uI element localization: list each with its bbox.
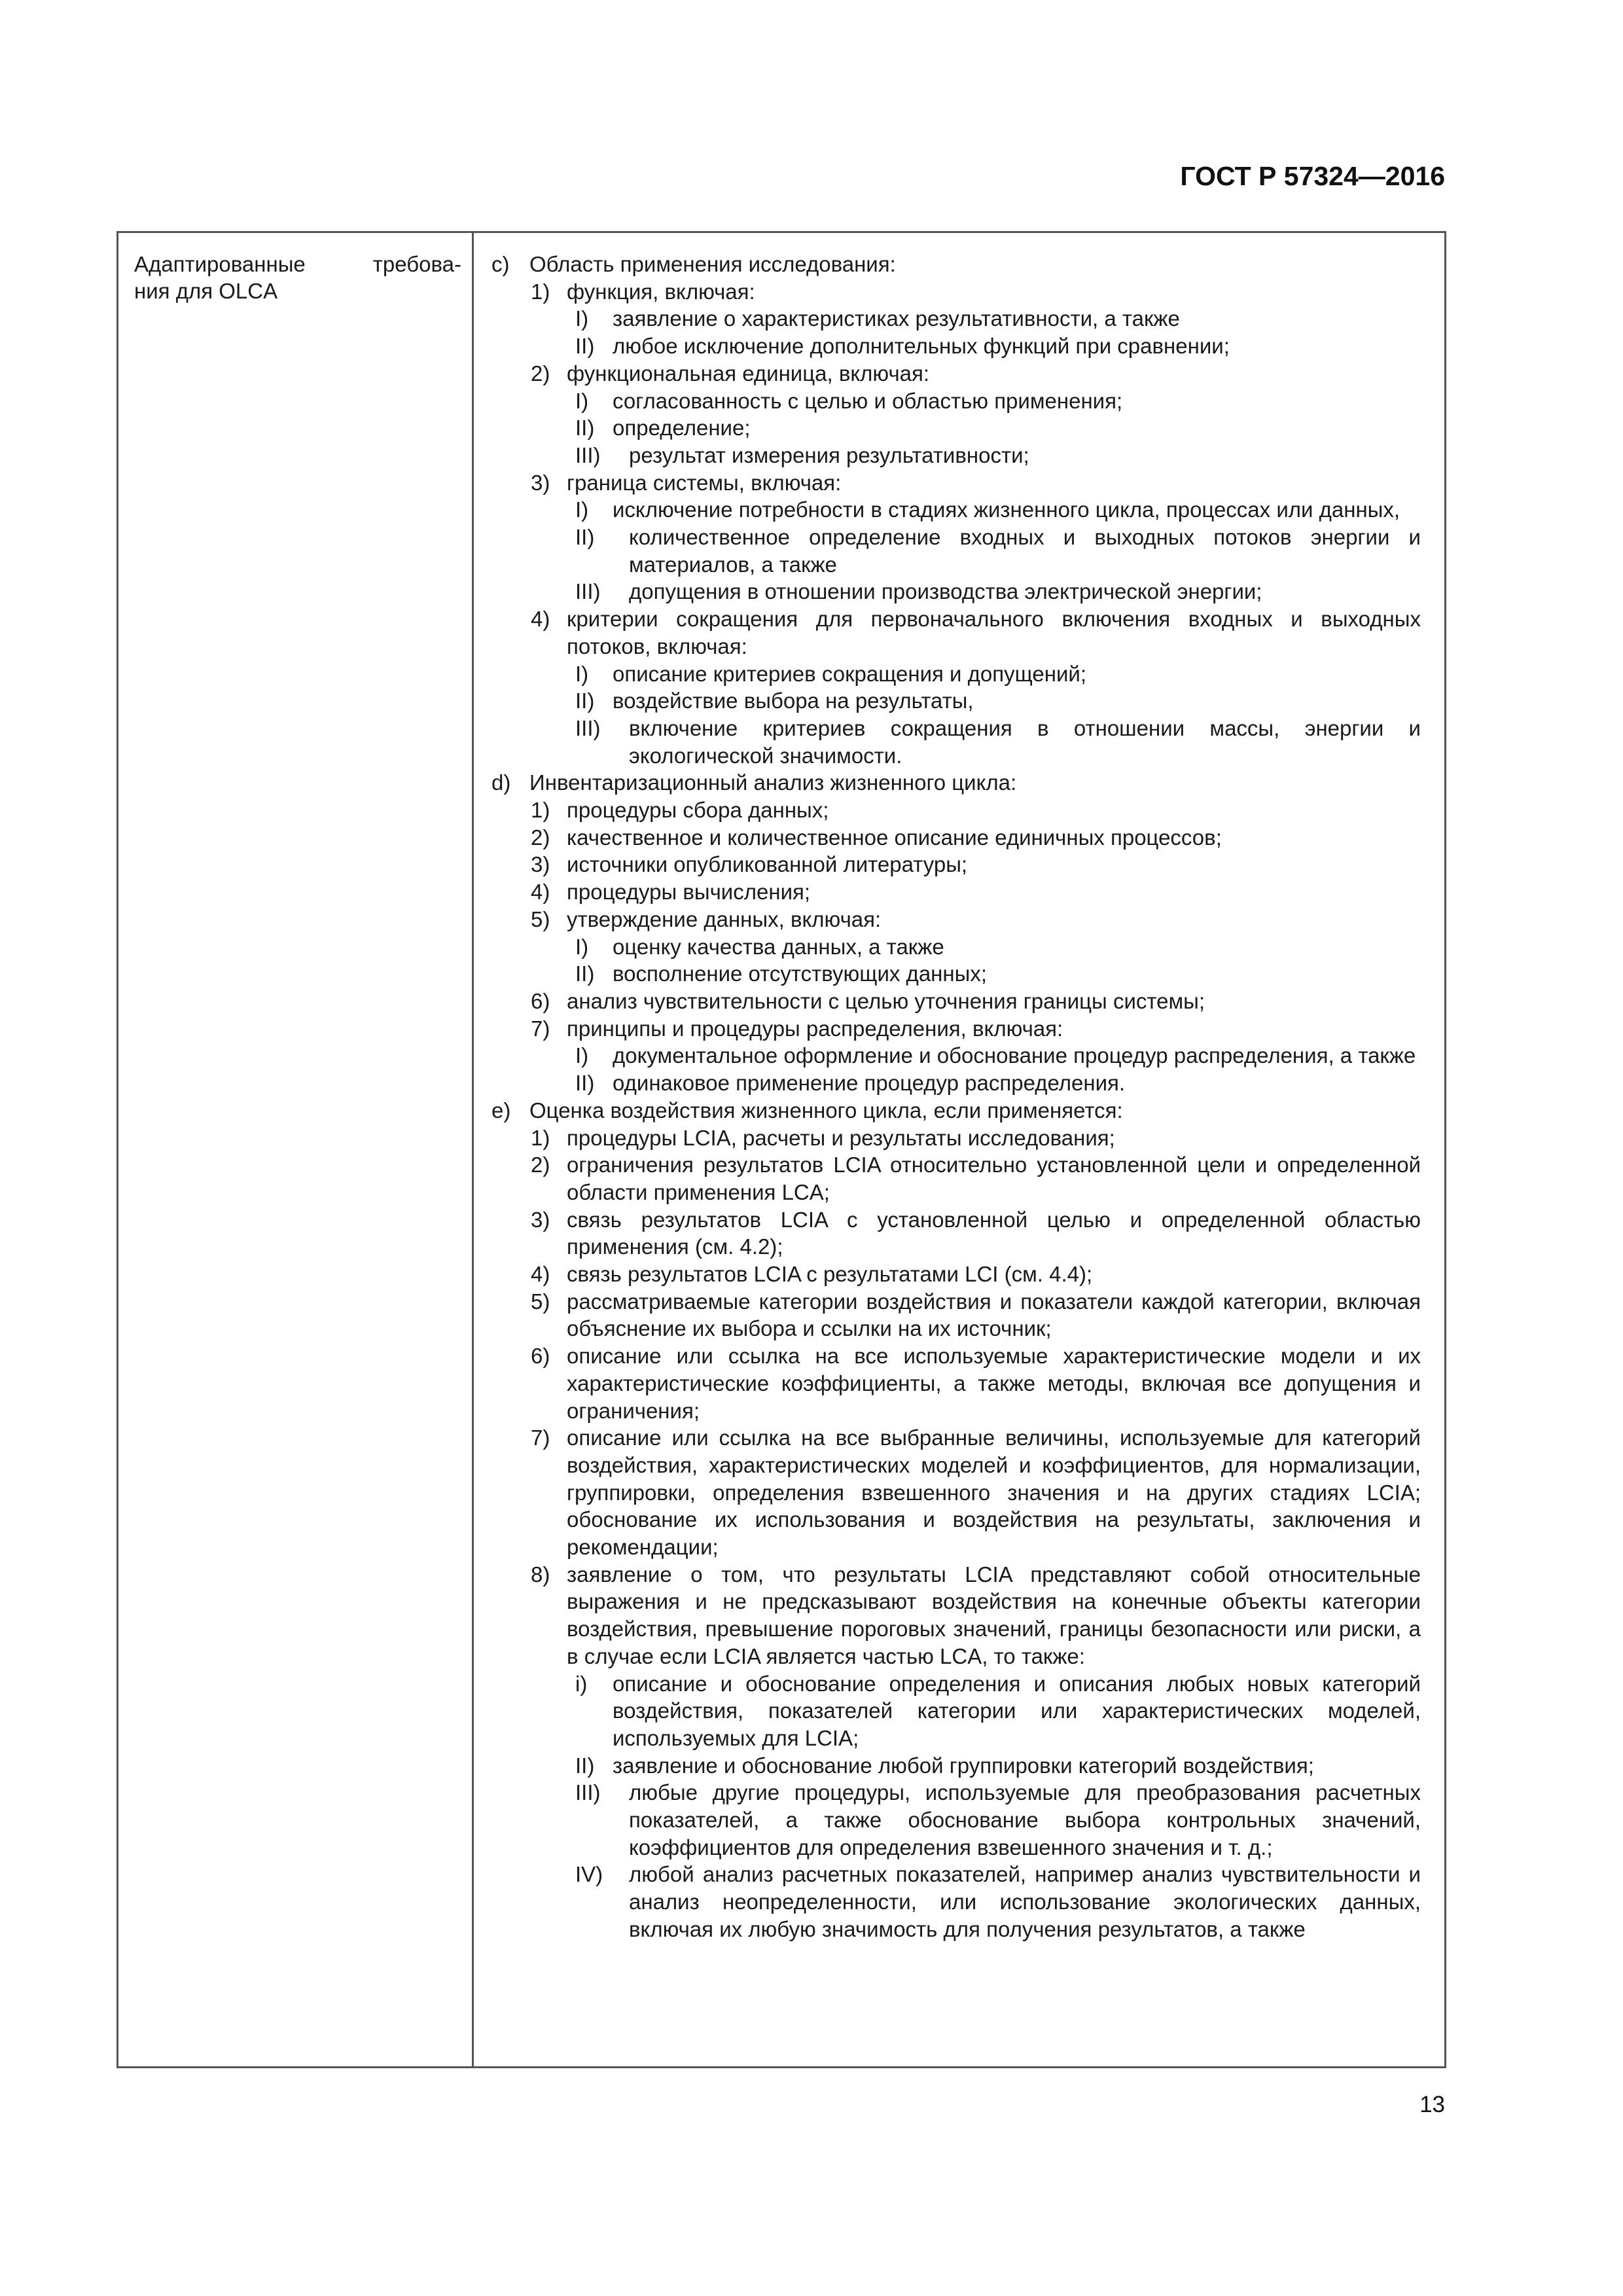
list-item-e-8-iii — [491, 1779, 1421, 1861]
list-item-text: Инвентаризационный анализ жизненного цикла: — [529, 770, 1017, 795]
list-item-text: заявление и обоснование любой группировки категорий воздействия; — [613, 1753, 1314, 1778]
list-item-d-7-ii — [491, 1069, 1421, 1097]
list-marker: 1) — [531, 279, 550, 304]
list-item-d-3 — [491, 851, 1421, 878]
list-marker: II) — [575, 1753, 595, 1778]
list-marker: III) — [575, 1780, 601, 1805]
list-item-d-7 — [491, 1015, 1421, 1043]
list-item-c-2-iii — [491, 442, 1421, 469]
list-item-c-1-ii — [491, 332, 1421, 360]
list-marker: 1) — [531, 1125, 550, 1150]
list-item-d-5 — [491, 906, 1421, 933]
list-item-c-3 — [491, 469, 1421, 497]
list-item-text: граница системы, включая: — [567, 470, 842, 495]
list-item-text: включение критериев сокращения в отношении массы, энергии и экологической значимости. — [629, 715, 1421, 768]
list-item-text: исключение потребности в стадиях жизненного цикла, процессах или данных, — [613, 497, 1400, 522]
list-item-text: критерии сокращения для первоначального включения входных и выходных потоков, включая: — [567, 607, 1421, 658]
list-marker: 3) — [531, 470, 550, 495]
list-marker: II) — [575, 1071, 595, 1096]
requirement-title-cell — [134, 251, 461, 304]
list-item-e-2 — [491, 1151, 1421, 1206]
list-marker: II) — [575, 416, 595, 440]
list-item-c-4-ii — [491, 687, 1421, 715]
list-marker: I) — [575, 661, 589, 686]
list-item-text: Область применения исследования: — [529, 252, 896, 276]
list-item-e-4 — [491, 1261, 1421, 1288]
list-item-text: ограничения результатов LCIA относительно установленной цели и определенной области применения LCA; — [567, 1153, 1421, 1204]
list-marker: III) — [575, 715, 601, 740]
list-marker: I) — [575, 934, 589, 959]
list-item-d-1 — [491, 797, 1421, 824]
list-item-c-2-i — [491, 387, 1421, 415]
list-item-c-3-iii — [491, 578, 1421, 605]
list-item-e-7 — [491, 1424, 1421, 1561]
list-marker: 4) — [531, 607, 550, 632]
list-marker: 5) — [531, 906, 550, 931]
document-header: ГОСТ Р 57324—2016 — [1180, 161, 1445, 191]
list-item-text: Оценка воздействия жизненного цикла, если применяется: — [529, 1098, 1123, 1122]
column-divider — [472, 233, 474, 2066]
list-item-text: процедуры вычисления; — [567, 880, 811, 905]
list-item-text: восполнение отсутствующих данных; — [613, 961, 988, 986]
list-marker: 4) — [531, 1262, 550, 1287]
list-item-e-8-ii — [491, 1752, 1421, 1780]
list-item-text: процедуры LCIA, расчеты и результаты исследования; — [567, 1125, 1115, 1150]
list-marker: 2) — [531, 361, 550, 386]
list-item-e-1 — [491, 1124, 1421, 1152]
list-marker: IV) — [575, 1862, 603, 1887]
list-item-text: принципы и процедуры распределения, включая: — [567, 1016, 1063, 1041]
list-item-text: согласованность с целью и областью применения; — [613, 388, 1123, 413]
list-item-text: определение; — [613, 416, 751, 440]
list-item-c-2-ii — [491, 414, 1421, 442]
requirement-content-cell — [491, 251, 1421, 1943]
list-item-text: воздействие выбора на результаты, — [613, 689, 974, 713]
list-item-d-6 — [491, 988, 1421, 1015]
list-item-e-8-iv — [491, 1861, 1421, 1943]
list-marker: I) — [575, 497, 589, 522]
list-item-c — [491, 251, 1421, 278]
list-marker: e) — [491, 1098, 511, 1122]
list-item-text: оценку качества данных, а также — [613, 934, 944, 959]
list-item-text: анализ чувствительности с целью уточнения границы системы; — [567, 988, 1205, 1013]
list-item-c-3-ii — [491, 524, 1421, 578]
list-item-c-1-i — [491, 305, 1421, 332]
requirement-title-line-1: Адаптированные требова- — [134, 252, 461, 276]
list-item-d-5-i — [491, 933, 1421, 961]
list-item-e — [491, 1097, 1421, 1124]
list-marker: 4) — [531, 880, 550, 905]
list-item-d-5-ii — [491, 960, 1421, 988]
list-item-text: описание критериев сокращения и допущений; — [613, 661, 1087, 686]
list-item-d-7-i — [491, 1042, 1421, 1069]
list-item-c-4-i — [491, 660, 1421, 688]
list-item-text: документальное оформление и обоснование процедур распределения, а также — [613, 1043, 1416, 1068]
list-item-text: процедуры сбора данных; — [567, 798, 829, 823]
list-marker: 2) — [531, 825, 550, 850]
list-item-text: описание и обоснование определения и описания любых новых категорий воздействия, показателей категории или характеристических моделей, используемых для LCIA; — [613, 1671, 1421, 1750]
list-marker: 3) — [531, 1207, 550, 1232]
list-item-text: качественное и количественное описание единичных процессов; — [567, 825, 1222, 850]
list-marker: 6) — [531, 988, 550, 1013]
list-item-c-2 — [491, 360, 1421, 387]
list-item-c-1 — [491, 278, 1421, 306]
list-item-text: утверждение данных, включая: — [567, 906, 882, 931]
list-marker: 8) — [531, 1562, 550, 1587]
list-marker: 3) — [531, 852, 550, 877]
list-item-text: описание или ссылка на все выбранные величины, используемые для категорий воздействия, характеристических моделей и коэффициентов, для нормализации, группировки, определения взвешенного значения и на других стадиях LCIA; обоснование их использования и воздействия на результаты, заключения и рекомендации; — [567, 1426, 1421, 1560]
list-marker: III) — [575, 442, 601, 467]
list-item-text: результат измерения результативности; — [629, 442, 1029, 467]
list-marker: III) — [575, 579, 601, 604]
list-item-text: связь результатов LCIA с установленной целью и определенной областью применения (см. 4.2); — [567, 1207, 1421, 1259]
list-item-text: любой анализ расчетных показателей, например анализ чувствительности и анализ неопределенности, или использование экологических данных, включая их любую значимость для получения результатов, а также — [629, 1862, 1421, 1941]
list-marker: d) — [491, 770, 511, 795]
list-item-text: допущения в отношении производства электрической энергии; — [629, 579, 1262, 604]
list-item-e-6 — [491, 1342, 1421, 1424]
list-item-text: функция, включая: — [567, 279, 755, 304]
requirements-table — [116, 231, 1446, 2068]
list-marker: I) — [575, 388, 589, 413]
list-item-d-4 — [491, 878, 1421, 906]
list-item-text: любое исключение дополнительных функций при сравнении; — [613, 334, 1230, 359]
list-item-e-5 — [491, 1288, 1421, 1342]
list-item-text: заявление о характеристиках результативности, а также — [613, 306, 1180, 331]
list-marker: 5) — [531, 1289, 550, 1314]
list-item-text: связь результатов LCIA с результатами LCI (см. 4.4); — [567, 1262, 1093, 1287]
list-marker: 7) — [531, 1426, 550, 1450]
list-marker: II) — [575, 961, 595, 986]
list-marker: I) — [575, 306, 589, 331]
list-marker: i) — [575, 1671, 588, 1696]
list-item-text: функциональная единица, включая: — [567, 361, 930, 386]
list-marker: II) — [575, 689, 595, 713]
list-marker: c) — [491, 252, 510, 276]
list-item-c-4-iii — [491, 715, 1421, 769]
list-marker: 7) — [531, 1016, 550, 1041]
list-marker: I) — [575, 1043, 589, 1068]
requirement-title-line-2: ния для OLCA — [134, 279, 278, 303]
list-marker: 1) — [531, 798, 550, 823]
list-item-text: одинаковое применение процедур распределения. — [613, 1071, 1126, 1096]
list-item-c-4 — [491, 605, 1421, 660]
list-item-e-3 — [491, 1206, 1421, 1261]
list-item-text: количественное определение входных и выходных потоков энергии и материалов, а также — [629, 525, 1421, 577]
list-item-text: любые другие процедуры, используемые для преобразования расчетных показателей, а также обоснование выбора контрольных значений, коэффициентов для определения взвешенного значения и т. д.; — [629, 1780, 1421, 1859]
list-marker: II) — [575, 334, 595, 359]
list-item-d-2 — [491, 824, 1421, 852]
list-item-text: описание или ссылка на все используемые характеристические модели и их характеристические коэффициенты, а также методы, включая все допущения и ограничения; — [567, 1344, 1421, 1423]
list-item-d — [491, 769, 1421, 797]
list-item-c-3-i — [491, 496, 1421, 524]
list-item-text: заявление о том, что результаты LCIA представляют собой относительные выражения и не предсказывают воздействия на конечные объекты категории воздействия, превышение пороговых значений, границы безопасности или риски, а в случае если LCIA является частью LCA, то также: — [567, 1562, 1421, 1668]
page-number: 13 — [1419, 2092, 1445, 2117]
list-item-e-8-i — [491, 1670, 1421, 1752]
list-item-e-8 — [491, 1561, 1421, 1670]
list-marker: II) — [575, 525, 595, 550]
list-marker: 6) — [531, 1344, 550, 1369]
list-item-text: рассматриваемые категории воздействия и показатели каждой категории, включая объяснение их выбора и ссылки на их источник; — [567, 1289, 1421, 1341]
list-marker: 2) — [531, 1153, 550, 1177]
list-item-text: источники опубликованной литературы; — [567, 852, 968, 877]
